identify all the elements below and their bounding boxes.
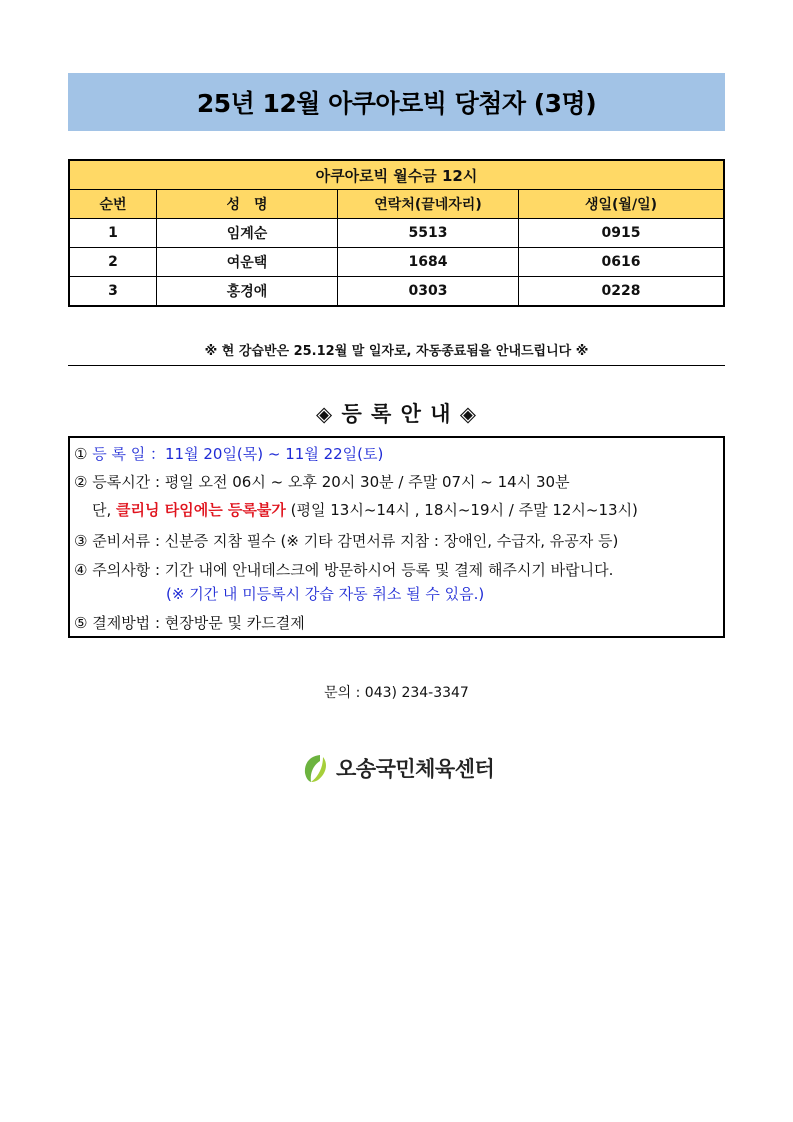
cell-phone: 1684 [338, 248, 519, 277]
leaf-logo-icon [302, 753, 330, 783]
cell-number: 2 [69, 248, 157, 277]
col-header-number: 순번 [69, 190, 157, 219]
cell-number: 1 [69, 219, 157, 248]
table-row [69, 277, 724, 307]
page-title: 25년 12월 아쿠아로빅 당첨자 (3명) [68, 73, 725, 131]
registration-info-box [68, 436, 725, 638]
info-registration-date [74, 443, 383, 464]
cell-birthday: 0228 [519, 277, 725, 307]
info-cleaning-suffix: (평일 13시~14시 , 18시~19시 / 주말 12시~13시) [285, 501, 638, 519]
cell-number: 3 [69, 277, 157, 307]
cell-name: 홍경애 [157, 277, 338, 307]
inquiry-contact: 문의 : 043) 234-3347 [324, 685, 469, 701]
cell-name: 여운택 [157, 248, 338, 277]
logo [302, 752, 494, 784]
col-header-name: 성 명 [157, 190, 338, 219]
table-caption: 아쿠아로빅 월수금 12시 [69, 160, 724, 190]
cell-name: 임계순 [157, 219, 338, 248]
info-payment: ⑤ 결제방법 : 현장방문 및 카드결제 [74, 614, 305, 632]
info-registration-time: ② 등록시간 : 평일 오전 06시 ~ 오후 20시 30분 / 주말 07시 ~ 14시 30분 [74, 473, 570, 491]
table-row [69, 248, 724, 277]
info-cleaning-warning: 클리닝 타임에는 등록불가 [116, 501, 286, 519]
divider [68, 365, 725, 366]
info-caution-note: (※ 기간 내 미등록시 강습 자동 취소 될 수 있음.) [166, 585, 485, 603]
table-row [69, 219, 724, 248]
col-header-phone: 연락처(끝네자리) [338, 190, 519, 219]
info-registration-date-text: 등 록 일 ：11월 20일(목) ~ 11월 22일(토) [92, 445, 384, 463]
info-cleaning-time [92, 499, 638, 520]
logo-text: 오송국민체육센터 [336, 757, 495, 781]
info-caution: ④ 주의사항 : 기간 내에 안내데스크에 방문하시어 등록 및 결제 해주시기 바랍니다. [74, 561, 614, 579]
section-title: ◈ 등 록 안 내 ◈ [316, 402, 477, 426]
winners-table [68, 159, 725, 307]
info-cleaning-prefix: 단, [92, 501, 117, 519]
closing-notice: ※ 현 강습반은 25.12월 말 일자로, 자동종료됨을 안내드립니다 ※ [204, 344, 589, 359]
cell-phone: 0303 [338, 277, 519, 307]
info-marker: ① [74, 445, 88, 463]
col-header-birthday: 생일(월/일) [519, 190, 725, 219]
cell-birthday: 0915 [519, 219, 725, 248]
info-documents: ③ 준비서류 : 신분증 지참 필수 (※ 기타 감면서류 지참 : 장애인, 수급자, 유공자 등) [74, 532, 619, 550]
cell-birthday: 0616 [519, 248, 725, 277]
cell-phone: 5513 [338, 219, 519, 248]
